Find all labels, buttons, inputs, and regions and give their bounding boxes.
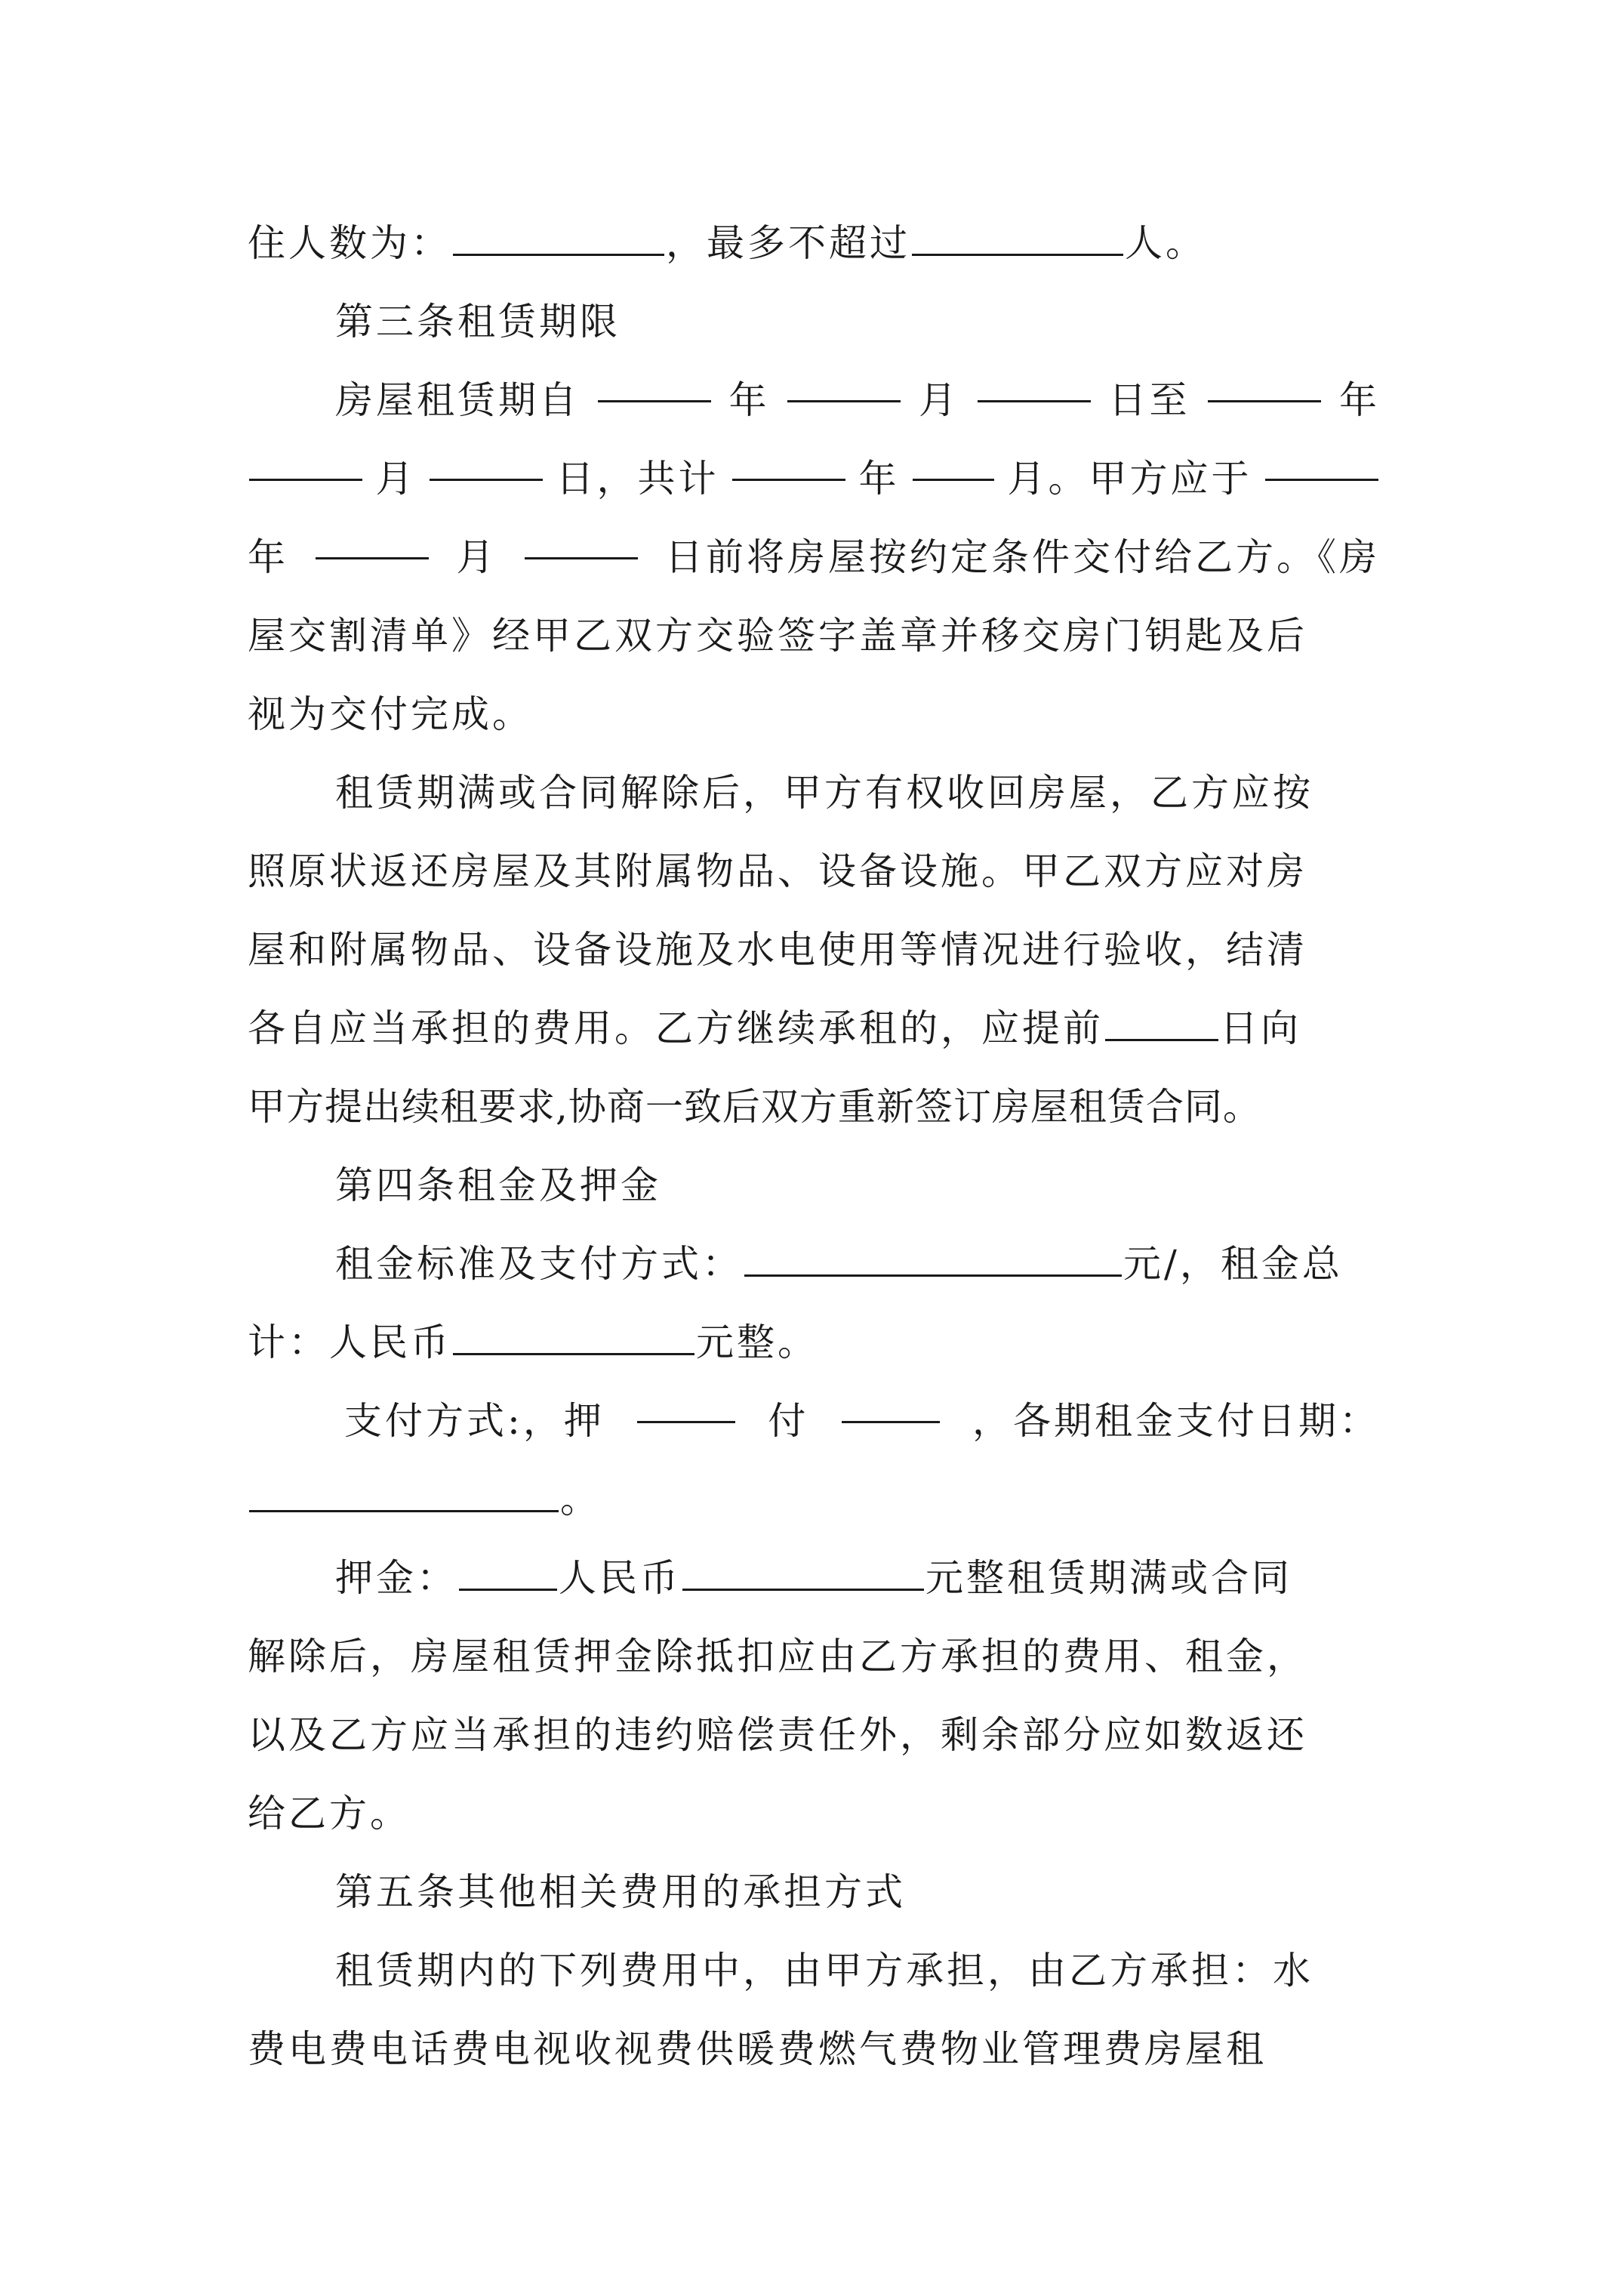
text-segment: 各自应当承担的费用。乙方继续承租的，应提前 <box>248 1006 1104 1050</box>
text-segment: 租金标准及支付方式： <box>335 1242 743 1286</box>
end-year-blank[interactable] <box>1208 361 1321 402</box>
rent-total-line <box>248 1303 1380 1382</box>
text-segment: ，各期租金支付日期： <box>972 1399 1380 1443</box>
rent-standard-blank[interactable] <box>744 1235 1122 1277</box>
deposit-amount-blank[interactable] <box>682 1549 924 1591</box>
text-segment: 元整租赁期满或合同 <box>925 1556 1292 1600</box>
paragraph-line: 视为交付完成。 <box>248 692 533 736</box>
paragraph-line: 租赁期满或合同解除后，甲方有权收回房屋，乙方应按 <box>335 771 1313 815</box>
persons-label: 人。 <box>1125 221 1206 265</box>
text-segment: 年 <box>248 535 288 579</box>
text-segment: 年 <box>728 378 770 422</box>
delivery-day-blank[interactable] <box>525 518 638 559</box>
payment-method-line <box>248 1382 1380 1460</box>
rent-standard-line <box>248 1225 1380 1303</box>
text-segment: 支付方式:，押 <box>344 1399 605 1443</box>
end-month-blank[interactable] <box>249 439 362 481</box>
text-segment: 月 <box>919 378 959 422</box>
total-months-blank[interactable] <box>913 439 994 481</box>
start-day-blank[interactable] <box>978 361 1091 402</box>
total-years-blank[interactable] <box>732 439 845 481</box>
section-heading-other-fees: 第五条其他相关费用的承担方式 <box>335 1870 906 1914</box>
text-segment: 押金： <box>335 1556 457 1600</box>
occupant-count-line <box>248 204 1380 282</box>
text-segment: 计：人民币 <box>248 1321 451 1364</box>
deposit-blank-1[interactable] <box>459 1549 557 1591</box>
renewal-notice-line <box>248 989 1380 1068</box>
max-occupant-blank[interactable] <box>912 214 1123 256</box>
paragraph-line: 解除后，房屋租赁押金除抵扣应由乙方承担的费用、租金， <box>248 1635 1307 1678</box>
rent-total-blank[interactable] <box>453 1314 694 1355</box>
paragraph-line: 屋和附属物品、设备设施及水电使用等情况进行验收，结清 <box>248 928 1307 972</box>
delivery-month-blank[interactable] <box>316 518 429 559</box>
text-segment: 月 <box>375 457 417 501</box>
text-segment: 月 <box>456 535 497 579</box>
paragraph-line: 租赁期内的下列费用中，由甲方承担，由乙方承担：水 <box>335 1949 1313 1992</box>
deposit-line <box>248 1539 1380 1617</box>
text-segment: 年 <box>1339 378 1380 422</box>
text-segment: 。 <box>560 1478 601 1521</box>
document-page <box>248 204 1380 2088</box>
payment-date-line <box>248 1460 1380 1539</box>
lease-period-line-1 <box>248 361 1380 439</box>
start-year-blank[interactable] <box>598 361 711 402</box>
text-segment: 日至 <box>1108 378 1190 422</box>
paragraph-line: 甲方提出续租要求,协商一致后双方重新签订房屋租赁合同。 <box>248 1085 1261 1129</box>
section-heading-lease-term: 第三条租赁期限 <box>335 300 621 344</box>
paragraph-line: 以及乙方应当承担的违约赔偿责任外，剩余部分应如数返还 <box>248 1713 1307 1757</box>
payment-months-blank[interactable] <box>842 1382 940 1423</box>
renewal-days-blank[interactable] <box>1105 1000 1218 1041</box>
max-label: ，最多不超过 <box>666 221 910 265</box>
paragraph-line: 屋交割清单》经甲乙双方交验签字盖章并移交房门钥匙及后 <box>248 614 1307 658</box>
text-segment: 日，共计 <box>556 457 719 501</box>
paragraph-line: 费电费电话费电视收视费供暖费燃气费物业管理费房屋租 <box>248 2027 1267 2071</box>
text-segment: 月。甲方应于 <box>1007 457 1252 501</box>
occupant-count-blank[interactable] <box>453 214 664 256</box>
text-segment: 元/，租金总 <box>1123 1242 1343 1286</box>
paragraph-line: 照原状返还房屋及其附属物品、设备设施。甲乙双方应对房 <box>248 849 1307 893</box>
occupant-label: 住人数为： <box>248 221 451 265</box>
text-segment: 付 <box>768 1399 809 1443</box>
text-segment: 日前将房屋按约定条件交付给乙方。《房 <box>665 535 1380 579</box>
start-month-blank[interactable] <box>787 361 901 402</box>
end-day-blank[interactable] <box>430 439 543 481</box>
delivery-year-blank[interactable] <box>1265 439 1378 481</box>
text-segment: 人民币 <box>559 1556 681 1600</box>
paragraph-line: 给乙方。 <box>248 1792 411 1835</box>
text-segment: 日向 <box>1220 1006 1301 1050</box>
text-segment: 年 <box>858 457 900 501</box>
lease-period-line-2 <box>248 439 1380 518</box>
deposit-months-blank[interactable] <box>637 1382 735 1423</box>
section-heading-rent-deposit: 第四条租金及押金 <box>335 1163 661 1207</box>
text-segment: 元整。 <box>696 1321 818 1364</box>
payment-date-blank[interactable] <box>249 1471 559 1512</box>
text-segment: 房屋租赁期自 <box>335 378 580 422</box>
delivery-date-line <box>248 518 1380 596</box>
